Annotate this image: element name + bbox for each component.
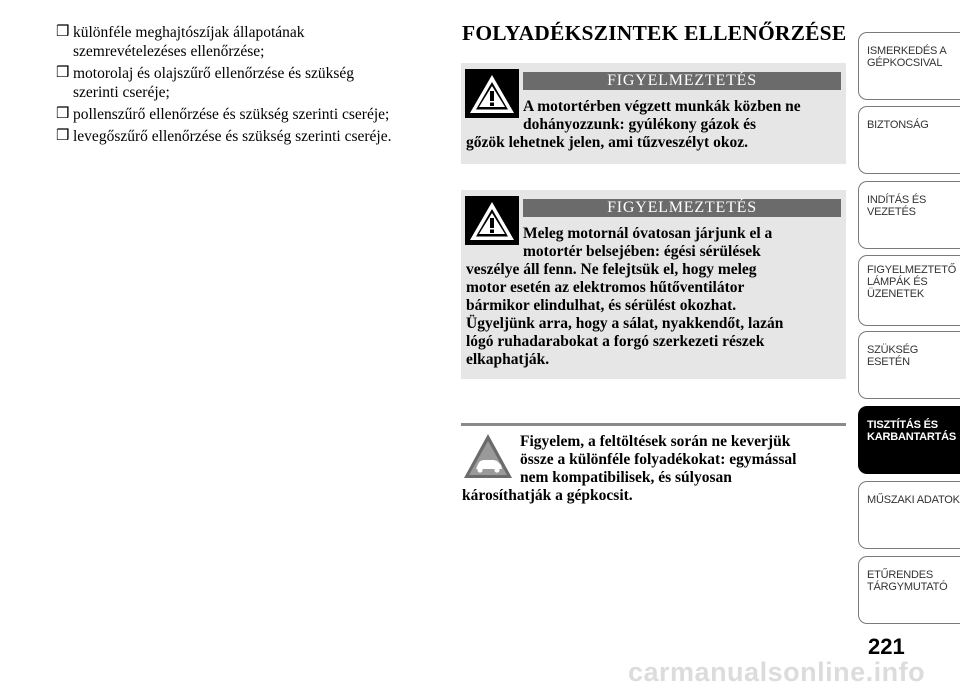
checkbox-bullet-icon: ❒ [56,65,70,81]
tab-label: VEZETÉS [867,206,916,218]
tab-label: FIGYELMEZTETŐ [867,264,957,276]
warning-text [466,225,842,369]
warning-line: Meleg motornál óvatosan járjunk el a [523,225,773,242]
checklist-item [56,105,446,124]
note-line: nem kompatibilisek, és súlyosan [520,469,732,486]
warning-line: gőzök lehetnek jelen, ami tűzveszélyt okoz. [466,134,748,151]
warning-line: veszélye áll fenn. Ne felejtsük el, hogy meleg [466,261,757,278]
tab-figyelmezteto[interactable] [858,255,960,326]
warning-line: lógó ruhadarabokat a forgó szerkezeti részek [466,333,765,350]
tab-label: ETŰRENDES [867,569,934,581]
note-line: károsíthatják a gépkocsit. [462,487,633,504]
tab-label: BIZTONSÁG [867,119,929,131]
checklist-line: levegőszűrő ellenőrzése és szükség szerinti cseréje. [73,128,392,145]
tab-label: ISMERKEDÉS A [867,45,947,57]
tab-label: KARBANTARTÁS [867,431,957,443]
checkbox-bullet-icon: ❒ [56,24,70,40]
warning-line: dohányozzunk: gyúlékony gázok és [523,116,756,133]
note-line: Figyelem, a feltöltések során ne keverjük [520,433,791,450]
watermark: carmanualsonline.info [628,657,926,687]
tab-biztonsag[interactable] [858,106,960,174]
warning-line: motor esetén az elektromos hűtőventilátor [466,279,745,296]
checklist-line: motorolaj és olajszűrő ellenőrzése és szükség [73,65,355,82]
checklist-line: szemrevételezéses ellenőrzése; [73,43,265,60]
note-divider [461,423,846,426]
tab-label: TISZTÍTÁS ÉS [867,419,938,431]
warning-label: FIGYELMEZTETÉS [523,199,841,217]
maintenance-checklist [56,23,446,149]
warning-box [461,63,846,164]
checklist-item [56,64,446,102]
section-heading: FOLYADÉKSZINTEK ELLENŐRZÉSE [462,21,847,45]
tab-ismerkedes[interactable] [858,32,960,100]
tab-inditas[interactable] [858,181,960,249]
checklist-item [56,127,446,146]
tab-label: INDÍTÁS ÉS [867,194,927,206]
checklist-item [56,23,446,61]
tab-tisztitas-active[interactable] [858,406,960,474]
warning-text [466,98,842,152]
tab-muszaki-adatok[interactable] [858,481,960,549]
note-text [462,433,846,505]
checkbox-bullet-icon: ❒ [56,106,70,122]
page-number: 221 [868,634,905,659]
tab-label: ÜZENETEK [867,288,925,300]
tab-label: MŰSZAKI ADATOK [867,494,960,506]
tab-label: TÁRGYMUTATÓ [867,581,948,593]
checkbox-bullet-icon: ❒ [56,128,70,144]
warning-line: motortér belsejében: égési sérülések [523,243,761,260]
warning-box [461,190,846,379]
warning-line: bármikor elindulhat, és sérülést okozhat. [466,297,737,314]
note-line: össze a különféle folyadékokat: egymással [520,451,797,468]
warning-label: FIGYELMEZTETÉS [523,72,841,90]
tab-label: GÉPKOCSIVAL [867,57,943,69]
tab-targymutato[interactable] [858,556,960,624]
tab-szukseg-eseten[interactable] [858,331,960,399]
warning-line: A motortérben végzett munkák közben ne [523,98,801,115]
warning-line: Ügyeljünk arra, hogy a sálat, nyakkendőt, lazán [466,315,784,332]
warning-line: elkaphatják. [466,351,550,368]
checklist-line: különféle meghajtószíjak állapotának [73,24,305,41]
checklist-line: szerinti cseréje; [73,84,170,101]
checklist-line: pollenszűrő ellenőrzése és szükség szerinti cseréje; [73,106,390,123]
tab-label: LÁMPÁK ÉS [867,276,928,288]
tab-label: SZÜKSÉG ESETÉN [867,344,919,368]
